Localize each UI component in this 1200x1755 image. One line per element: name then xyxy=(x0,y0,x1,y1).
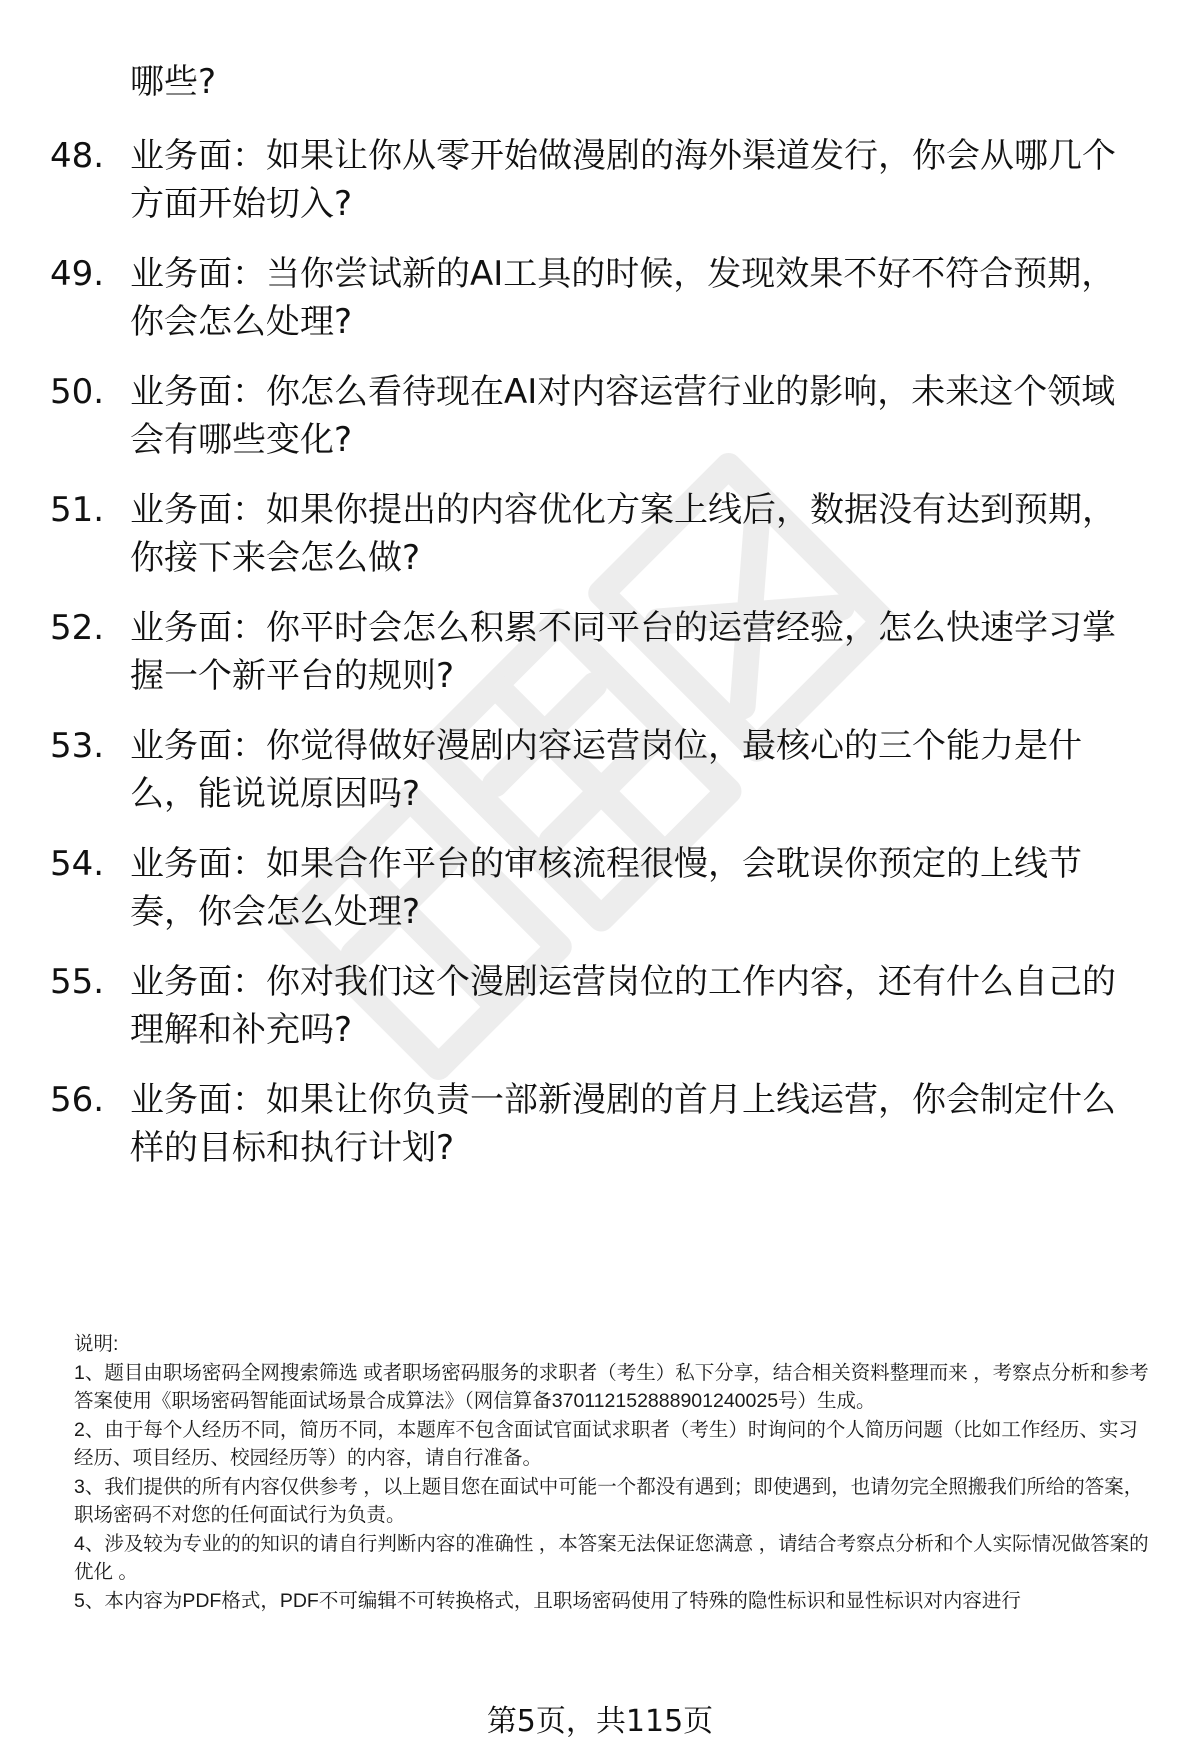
question-number: 51. xyxy=(50,490,105,530)
question-number: 48. xyxy=(50,136,105,176)
question-number: 52. xyxy=(50,608,105,648)
question-text: 业务面：当你尝试新的AI工具的时候，发现效果不好不符合预期，你会怎么处理? xyxy=(130,254,1116,342)
note-item: 5、本内容为PDF格式，PDF不可编辑不可转换格式，且职场密码使用了特殊的隐性标识和显性标识对内容进行 xyxy=(74,1589,1021,1612)
note-item: 4、涉及较为专业的的知识的请自行判断内容的准确性 ，本答案无法保证您满意 ，请结合考察点分析和个人实际情况做答案的优化 。 xyxy=(74,1532,1149,1583)
question-text: 业务面：你平时会怎么积累不同平台的运营经验，怎么快速学习掌握一个新平台的规则? xyxy=(130,608,1116,696)
question-number: 53. xyxy=(50,726,105,766)
note-item: 3、我们提供的所有内容仅供参考 ，以上题目您在面试中可能一个都没有遇到；即使遇到，也请勿完全照搬我们所给的答案，职场密码不对您的任何面试行为负责。 xyxy=(74,1475,1144,1526)
note-item: 2、由于每个人经历不同，简历不同，本题库不包含面试官面试求职者（考生）时询问的个人简历问题（比如工作经历、实习经历、项目经历、校园经历等）的内容，请自行准备。 xyxy=(74,1418,1138,1469)
question-number: 55. xyxy=(50,962,105,1002)
question-text: 业务面：如果让你从零开始做漫剧的海外渠道发行，你会从哪几个方面开始切入? xyxy=(130,136,1116,224)
question-number: 50. xyxy=(50,372,105,412)
question-continuation: 哪些? xyxy=(130,62,217,102)
notes-heading: 说明: xyxy=(74,1333,119,1355)
question-text: 业务面：如果让你负责一部新漫剧的首月上线运营，你会制定什么样的目标和执行计划? xyxy=(130,1080,1116,1168)
question-text: 业务面：你觉得做好漫剧内容运营岗位，最核心的三个能力是什么，能说说原因吗? xyxy=(130,726,1082,814)
question-text: 业务面：你对我们这个漫剧运营岗位的工作内容，还有什么自己的理解和补充吗? xyxy=(130,962,1116,1050)
question-number: 54. xyxy=(50,844,105,884)
page-footer: 第5页，共115页 xyxy=(486,1704,714,1739)
question-number: 56. xyxy=(50,1080,105,1120)
question-number: 49. xyxy=(50,254,105,294)
question-text: 业务面：你怎么看待现在AI对内容运营行业的影响，未来这个领域会有哪些变化? xyxy=(130,372,1116,460)
question-text: 业务面：如果合作平台的审核流程很慢，会耽误你预定的上线节奏，你会怎么处理? xyxy=(130,844,1082,932)
notes-section xyxy=(74,1330,1154,1615)
note-item: 1、题目由职场密码全网搜索筛选 或者职场密码服务的求职者（考生）私下分享，结合相关资料整理而来 ，考察点分析和参考答案使用《职场密码智能面试场景合成算法》（网信算备370112152888901240025号）生成。 xyxy=(74,1361,1149,1412)
question-text: 业务面：如果你提出的内容优化方案上线后，数据没有达到预期，你接下来会怎么做? xyxy=(130,490,1116,578)
